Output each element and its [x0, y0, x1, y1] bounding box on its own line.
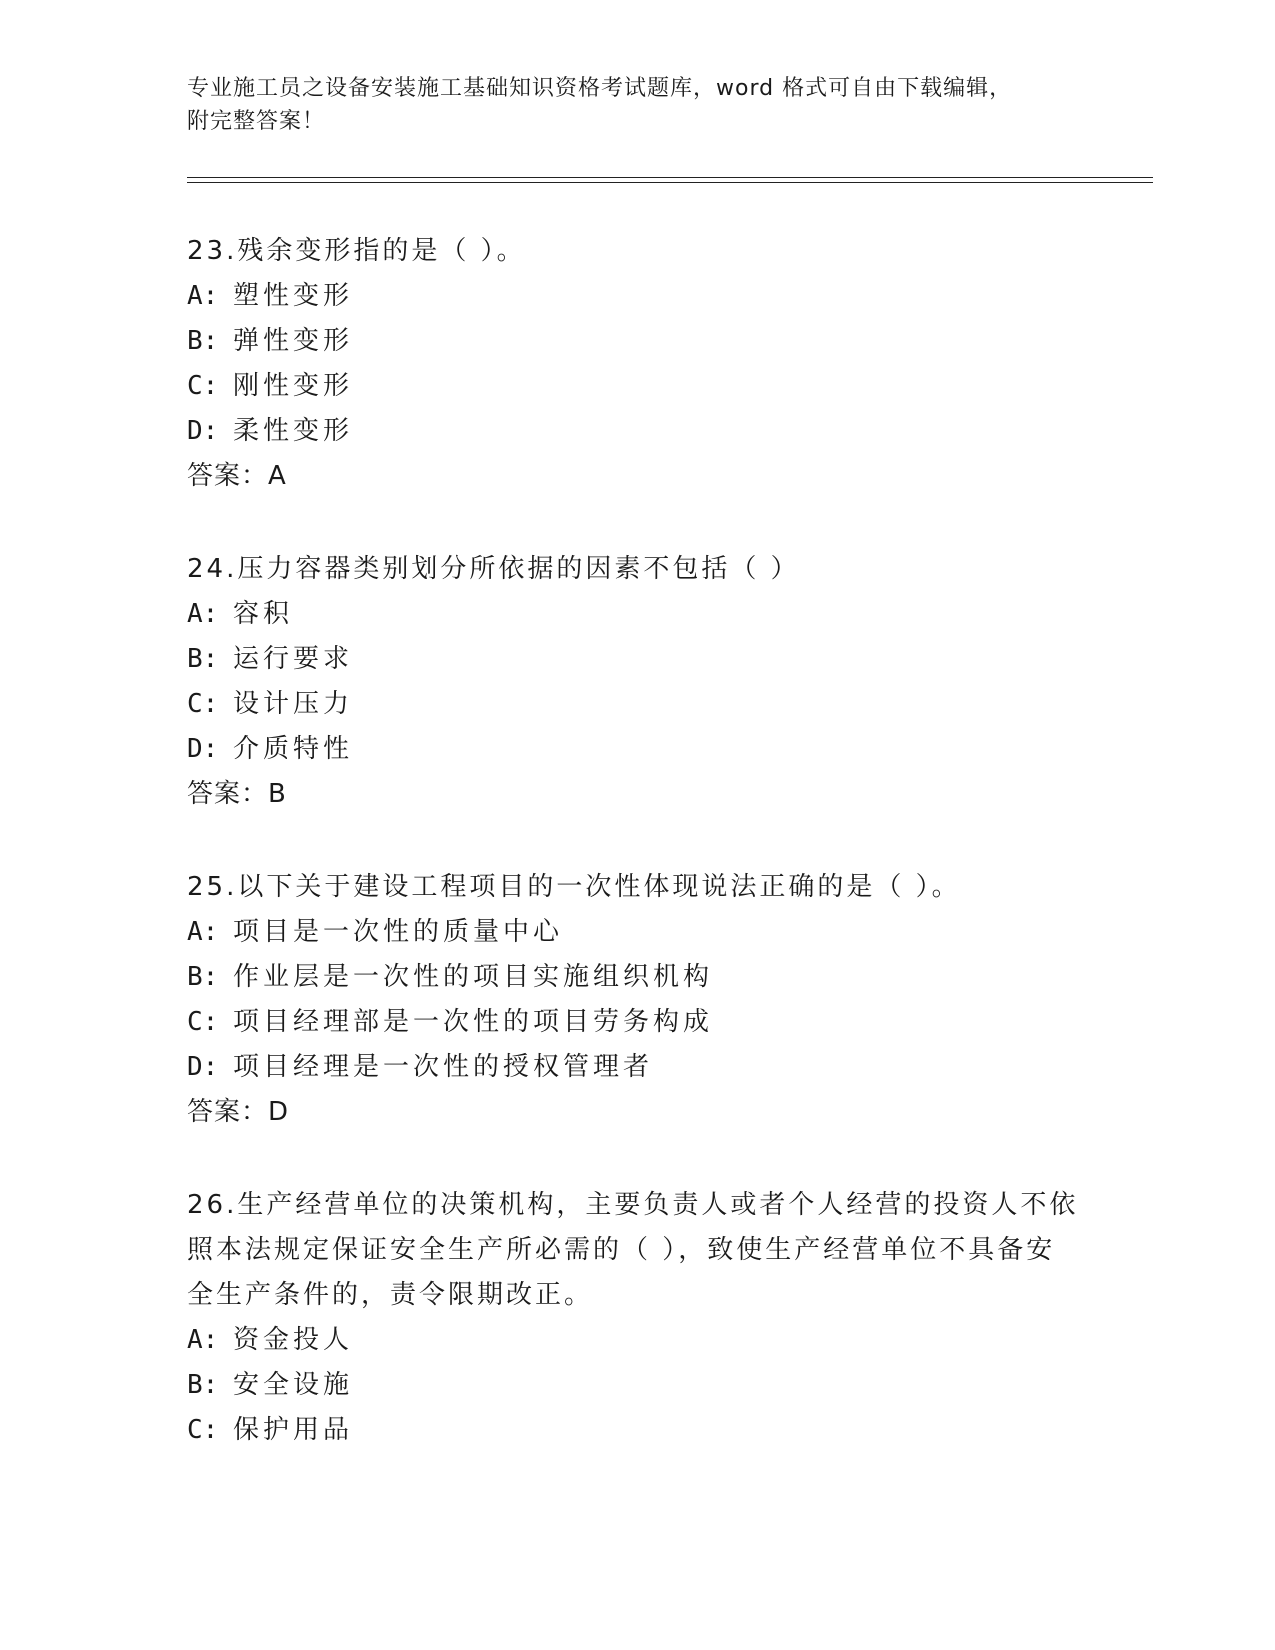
option-text: 项目是一次性的质量中心 — [233, 917, 564, 947]
option-key: B: — [187, 1370, 219, 1400]
option-key: C: — [187, 689, 219, 719]
option-text: 保护用品 — [233, 1415, 354, 1445]
question-stem-line-2: 照本法规定保证安全生产所必需的（ ），致使生产经营单位不具备安 — [187, 1235, 1056, 1265]
question-24 — [187, 547, 1087, 817]
option-d — [187, 409, 1087, 454]
option-b — [187, 955, 1087, 1000]
option-c — [187, 1000, 1087, 1045]
option-d — [187, 727, 1087, 772]
answer-line: 答案：B — [187, 779, 287, 809]
option-text: 设计压力 — [233, 689, 354, 719]
option-b — [187, 319, 1087, 364]
option-text: 项目经理部是一次性的项目劳务构成 — [233, 1007, 714, 1037]
option-key: B: — [187, 962, 219, 992]
document-header — [187, 72, 1087, 138]
question-26 — [187, 1183, 1087, 1453]
option-key: A: — [187, 917, 219, 947]
option-a — [187, 592, 1087, 637]
option-a — [187, 274, 1087, 319]
option-c — [187, 1408, 1087, 1453]
option-text: 资金投人 — [233, 1325, 354, 1355]
option-c — [187, 682, 1087, 727]
option-b — [187, 637, 1087, 682]
question-stem: 24.压力容器类别划分所依据的因素不包括（ ） — [187, 554, 800, 584]
header-divider-top — [187, 177, 1153, 178]
header-line-1: 专业施工员之设备安装施工基础知识资格考试题库，word 格式可自由下载编辑， — [187, 76, 1013, 101]
question-stem: 25.以下关于建设工程项目的一次性体现说法正确的是（ ）。 — [187, 872, 961, 902]
option-key: D: — [187, 416, 219, 446]
option-key: A: — [187, 1325, 219, 1355]
option-key: A: — [187, 599, 219, 629]
answer-line: 答案：D — [187, 1097, 290, 1127]
option-text: 塑性变形 — [233, 281, 354, 311]
answer-line: 答案：A — [187, 461, 287, 491]
option-key: C: — [187, 1415, 219, 1445]
option-text: 刚性变形 — [233, 371, 354, 401]
header-line-2: 附完整答案！ — [187, 109, 326, 134]
option-text: 作业层是一次性的项目实施组织机构 — [233, 962, 714, 992]
question-stem: 23.残余变形指的是（ ）。 — [187, 236, 526, 266]
header-divider-bottom — [187, 182, 1153, 183]
option-d — [187, 1045, 1087, 1090]
option-key: B: — [187, 644, 219, 674]
question-stem-line-3: 全生产条件的，责令限期改正。 — [187, 1280, 594, 1310]
question-25 — [187, 865, 1087, 1135]
option-c — [187, 364, 1087, 409]
option-key: A: — [187, 281, 219, 311]
option-b — [187, 1363, 1087, 1408]
option-text: 项目经理是一次性的授权管理者 — [233, 1052, 654, 1082]
question-23 — [187, 229, 1087, 499]
option-text: 安全设施 — [233, 1370, 354, 1400]
option-key: C: — [187, 371, 219, 401]
option-text: 运行要求 — [233, 644, 354, 674]
option-key: D: — [187, 734, 219, 764]
option-text: 柔性变形 — [233, 416, 354, 446]
question-stem-line-1: 26.生产经营单位的决策机构，主要负责人或者个人经营的投资人不依 — [187, 1190, 1079, 1220]
option-text: 弹性变形 — [233, 326, 354, 356]
option-a — [187, 910, 1087, 955]
option-text: 容积 — [233, 599, 294, 629]
option-key: D: — [187, 1052, 219, 1082]
option-key: B: — [187, 326, 219, 356]
option-text: 介质特性 — [233, 734, 354, 764]
option-a — [187, 1318, 1087, 1363]
option-key: C: — [187, 1007, 219, 1037]
